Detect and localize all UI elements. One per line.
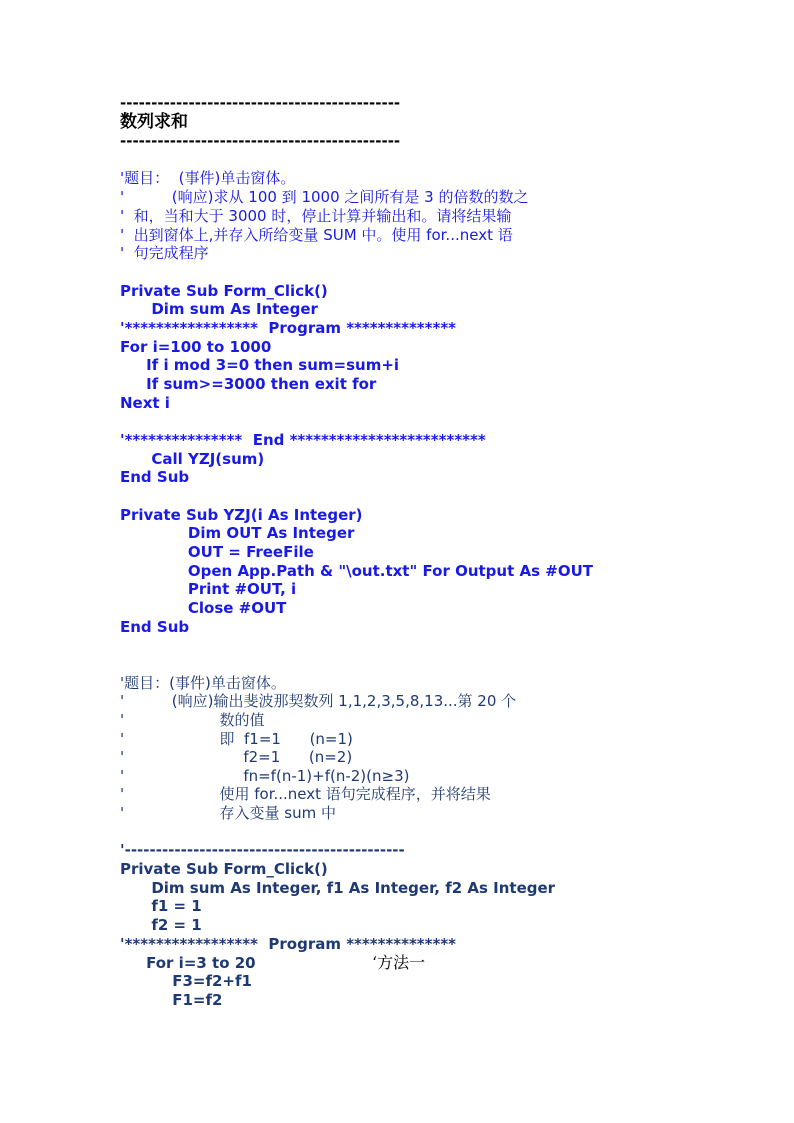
s1-code-10: Call YZJ(sum) — [120, 450, 265, 468]
s2-comment-1: '题目：(事件)单击窗体。 — [120, 674, 286, 692]
s1-comment-4: ' 出到窗体上,并存入所给变量 SUM 中。使用 for...next 语 — [120, 226, 513, 244]
s2-comment-5: ' f2=1 (n=2) — [120, 748, 353, 766]
s1-comment-2: ' (响应)求从 100 到 1000 之间所有是 3 的倍数的数之 — [120, 188, 529, 206]
s1-comment-1: '题目： (事件)单击窗体。 — [120, 169, 296, 187]
s1-code-18: Close #OUT — [120, 599, 287, 617]
s2-code-4: f2 = 1 — [120, 916, 202, 934]
s2-comment-2: ' (响应)输出斐波那契数列 1,1,2,3,5,8,13...第 20 个 — [120, 692, 517, 710]
s1-code-9: '*************** End ************************* — [120, 431, 486, 449]
s1-comment-3: ' 和，当和大于 3000 时，停止计算并输出和。请将结果输 — [120, 207, 512, 225]
s2-code-6: For i=3 to 20 — [120, 954, 256, 972]
s1-code-11: End Sub — [120, 468, 190, 486]
s1-code-17: Print #OUT, i — [120, 580, 297, 598]
s2-comment-7: ' 使用 for...next 语句完成程序，并将结果 — [120, 785, 491, 803]
s1-code-14: Dim OUT As Integer — [120, 524, 355, 542]
s2-code-7: F3=f2+f1 — [120, 972, 252, 990]
s1-code-16: Open App.Path & "\out.txt" For Output As #OUT — [120, 562, 593, 580]
s2-code-1: Private Sub Form_Click() — [120, 860, 328, 878]
s1-code-4: For i=100 to 1000 — [120, 338, 272, 356]
s2-comment-3: ' 数的值 — [120, 711, 265, 729]
s1-code-2: Dim sum As Integer — [120, 300, 318, 318]
s2-code-2: Dim sum As Integer, f1 As Integer, f2 As Integer — [120, 879, 556, 897]
s1-comment-5: ' 句完成程序 — [120, 244, 209, 262]
header-dash-bottom: --------------------------------------------- — [120, 132, 401, 150]
s2-comment-6: ' fn=f(n-1)+f(n-2)(n≥3) — [120, 767, 410, 785]
s2-method-note: ‘方法一 — [372, 953, 426, 972]
s2-comment-8: ' 存入变量 sum 中 — [120, 804, 336, 822]
s1-code-13: Private Sub YZJ(i As Integer) — [120, 506, 363, 524]
s1-code-15: OUT = FreeFile — [120, 543, 314, 561]
s1-code-19: End Sub — [120, 618, 190, 636]
s1-code-3: '***************** Program ************** — [120, 319, 457, 337]
s2-code-3: f1 = 1 — [120, 897, 202, 915]
s1-code-1: Private Sub Form_Click() — [120, 282, 328, 300]
doc-title: 数列求和 — [120, 112, 188, 132]
s2-code-5: '***************** Program ************** — [120, 935, 457, 953]
s1-code-5: If i mod 3=0 then sum=sum+i — [120, 356, 400, 374]
s1-code-7: Next i — [120, 394, 170, 412]
header-dash-top: --------------------------------------------- — [120, 94, 401, 112]
s2-code-8: F1=f2 — [120, 991, 223, 1009]
s2-separator: '--------------------------------------------- — [120, 841, 405, 859]
s1-code-6: If sum>=3000 then exit for — [120, 375, 377, 393]
s2-comment-4: ' 即 f1=1 (n=1) — [120, 730, 353, 748]
